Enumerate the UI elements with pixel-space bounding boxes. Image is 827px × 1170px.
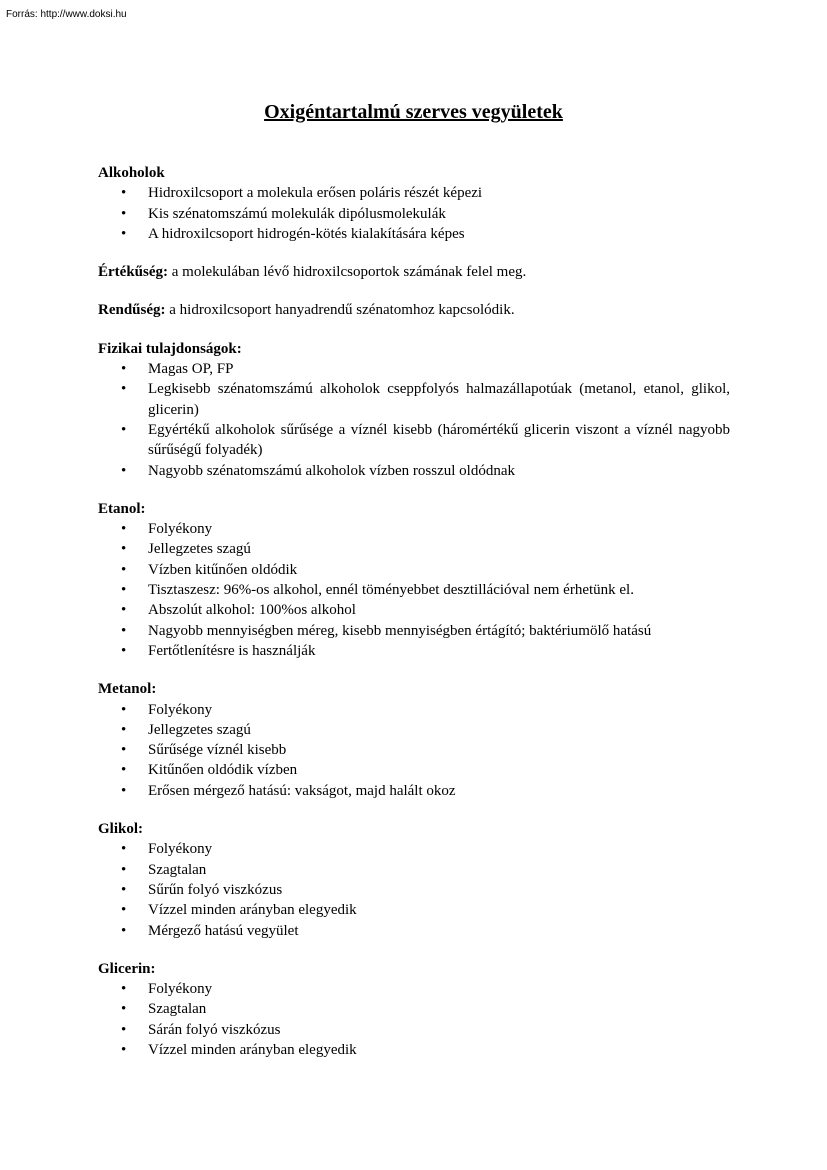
bullet-icon: • xyxy=(121,225,127,242)
list-item-text: Abszolút alkohol: 100%os alkohol xyxy=(148,602,356,619)
list-item-text: Sűrűn folyó viszkózus xyxy=(148,881,283,898)
bullet-icon: • xyxy=(121,622,127,639)
list-item xyxy=(98,781,730,801)
list-item-text: Legkisebb szénatomszámú alkoholok cseppfolyós halmazállapotúak (metanol, etanol, glikol, glicerin) xyxy=(148,381,730,418)
bullet-icon: • xyxy=(121,881,127,898)
list-item-text: Tisztaszesz: 96%-os alkohol, ennél töményebbet desztillációval nem érhetünk el. xyxy=(148,582,634,599)
list-item xyxy=(98,641,730,661)
list-item xyxy=(98,900,730,920)
list-item-text: Magas OP, FP xyxy=(148,361,234,378)
list-item-text: Mérgező hatású vegyület xyxy=(148,922,299,939)
list-item xyxy=(98,560,730,580)
list-item xyxy=(98,379,730,420)
bullet-icon: • xyxy=(121,185,127,202)
list-item xyxy=(98,204,730,224)
bullet-icon: • xyxy=(121,381,127,398)
bullet-icon: • xyxy=(121,1041,127,1058)
list-item-text: Sárán folyó viszkózus xyxy=(148,1021,281,1038)
source-line: Forrás: http://www.doksi.hu xyxy=(6,9,127,20)
bullet-icon: • xyxy=(121,361,127,378)
section-heading-glikol: Glikol: xyxy=(98,821,144,838)
section-heading-metanol: Metanol: xyxy=(98,681,157,698)
list-item-text: Fertőtlenítésre is használják xyxy=(148,642,316,659)
bullet-icon: • xyxy=(121,742,127,759)
list-item-text: Vízzel minden arányban elegyedik xyxy=(148,902,357,919)
list-item-text: Folyékony xyxy=(148,521,213,538)
list-item-text: Vízzel minden arányban elegyedik xyxy=(148,1041,357,1058)
metanol-list xyxy=(98,700,730,801)
list-item-text: Jellegzetes szagú xyxy=(148,541,251,558)
list-item-text: Nagyobb szénatomszámú alkoholok vízben rosszul oldódnak xyxy=(148,462,516,479)
bullet-icon: • xyxy=(121,981,127,998)
bullet-icon: • xyxy=(121,762,127,779)
list-item xyxy=(98,979,730,999)
bullet-icon: • xyxy=(121,602,127,619)
list-item-text: Vízben kitűnően oldódik xyxy=(148,561,298,578)
list-item xyxy=(98,700,730,720)
list-item xyxy=(98,519,730,539)
list-item xyxy=(98,600,730,620)
list-item xyxy=(98,539,730,559)
list-item xyxy=(98,621,730,641)
bullet-icon: • xyxy=(121,1001,127,1018)
glikol-list xyxy=(98,839,730,940)
list-item-text: Kis szénatomszámú molekulák dipólusmolekulák xyxy=(148,205,446,222)
list-item-text: Egyértékű alkoholok sűrűsége a víznél kisebb (háromértékű glicerin viszont a víznél nagyobb sűrűségű folyadék) xyxy=(148,421,730,459)
list-item xyxy=(98,1040,730,1060)
rendu-text: a hidroxilcsoport hanyadrendű szénatomhoz kapcsolódik. xyxy=(165,302,515,319)
list-item-text: Nagyobb mennyiségben méreg, kisebb mennyiségben értágító; baktériumölő hatású xyxy=(148,622,652,639)
bullet-icon: • xyxy=(121,922,127,939)
bullet-icon: • xyxy=(121,1021,127,1038)
list-item-text: Sűrűsége víznél kisebb xyxy=(148,742,287,759)
list-item xyxy=(98,999,730,1019)
section-heading-etanol: Etanol: xyxy=(98,500,146,517)
bullet-icon: • xyxy=(121,205,127,222)
list-item-text: Hidroxilcsoport a molekula erősen poláris részét képezi xyxy=(148,185,483,202)
bullet-icon: • xyxy=(121,902,127,919)
list-item-text: Jellegzetes szagú xyxy=(148,721,251,738)
ertekuseg-paragraph xyxy=(98,262,730,282)
list-item xyxy=(98,921,730,941)
bullet-icon: • xyxy=(121,782,127,799)
alkoholok-list xyxy=(98,183,730,244)
bullet-icon: • xyxy=(121,541,127,558)
bullet-icon: • xyxy=(121,561,127,578)
bullet-icon: • xyxy=(121,721,127,738)
etanol-list xyxy=(98,519,730,661)
list-item-text: Folyékony xyxy=(148,981,213,998)
bullet-icon: • xyxy=(121,701,127,718)
list-item xyxy=(98,224,730,244)
list-item-text: Kitűnően oldódik vízben xyxy=(148,762,298,779)
section-heading-alkoholok: Alkoholok xyxy=(98,165,165,181)
glicerin-list xyxy=(98,979,730,1060)
bullet-icon: • xyxy=(121,421,127,438)
ertekuseg-label: Értékűség: xyxy=(98,264,168,281)
list-item xyxy=(98,461,730,481)
list-item-text: Folyékony xyxy=(148,701,213,718)
bullet-icon: • xyxy=(121,521,127,538)
list-item-text: Szagtalan xyxy=(148,1001,207,1018)
rendu-paragraph xyxy=(98,300,730,320)
list-item xyxy=(98,839,730,859)
list-item-text: Szagtalan xyxy=(148,861,207,878)
list-item xyxy=(98,580,730,600)
list-item xyxy=(98,740,730,760)
bullet-icon: • xyxy=(121,861,127,878)
list-item-text: A hidroxilcsoport hidrogén-kötés kialakítására képes xyxy=(148,225,465,242)
section-heading-glicerin: Glicerin: xyxy=(98,960,156,977)
list-item xyxy=(98,860,730,880)
document-body xyxy=(98,163,730,1060)
bullet-icon: • xyxy=(121,582,127,599)
section-heading-fizikai: Fizikai tulajdonságok: xyxy=(98,340,242,357)
bullet-icon: • xyxy=(121,642,127,659)
rendu-label: Rendűség: xyxy=(98,302,166,319)
list-item xyxy=(98,359,730,379)
page-title: Oxigéntartalmú szerves vegyületek xyxy=(264,101,563,123)
list-item xyxy=(98,420,730,461)
list-item xyxy=(98,1020,730,1040)
list-item xyxy=(98,880,730,900)
list-item xyxy=(98,183,730,203)
list-item-text: Erősen mérgező hatású: vakságot, majd halált okoz xyxy=(148,782,456,799)
fizikai-list xyxy=(98,359,730,481)
bullet-icon: • xyxy=(121,462,127,479)
ertekuseg-text: a molekulában lévő hidroxilcsoportok számának felel meg. xyxy=(168,264,527,281)
list-item-text: Folyékony xyxy=(148,841,213,858)
list-item xyxy=(98,760,730,780)
list-item xyxy=(98,720,730,740)
bullet-icon: • xyxy=(121,841,127,858)
